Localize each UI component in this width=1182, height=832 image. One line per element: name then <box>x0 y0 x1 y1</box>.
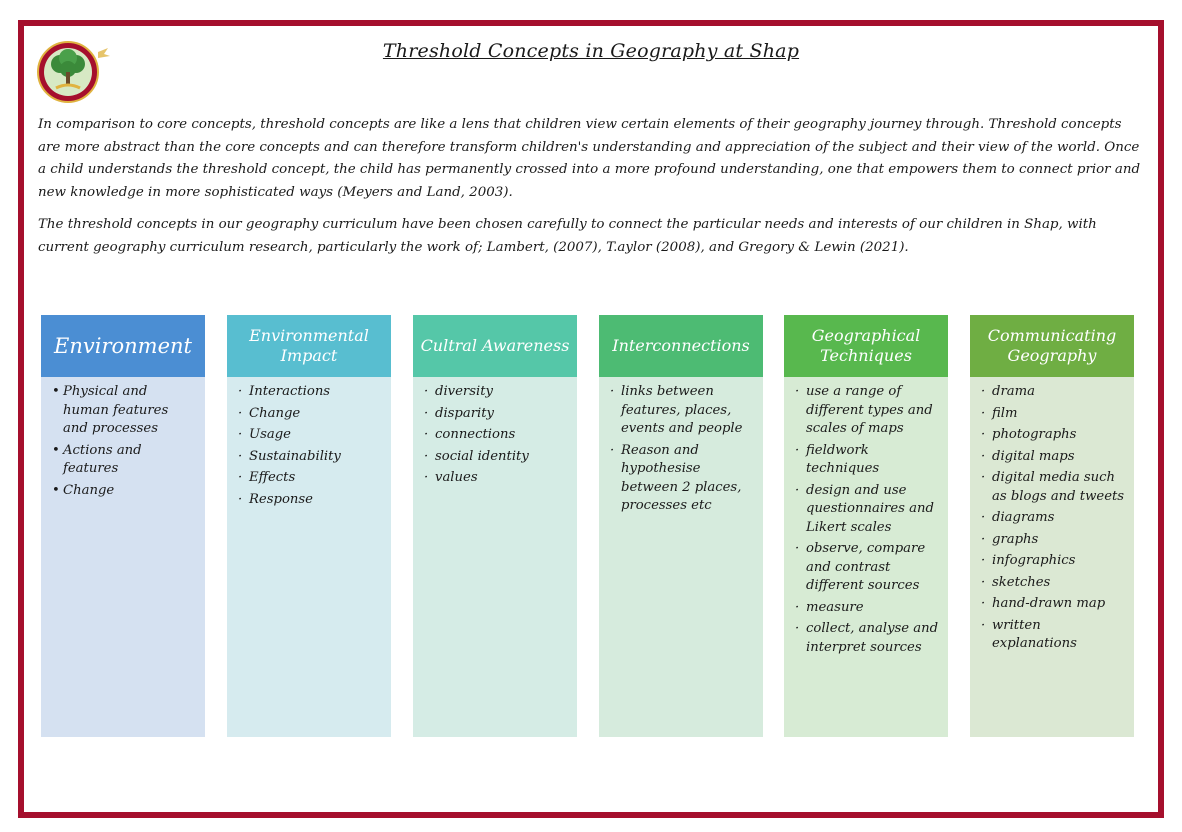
concept-column-cultral-awareness <box>413 315 577 737</box>
list-item: · sketches <box>980 574 1126 593</box>
list-item: · written explanations <box>980 617 1126 654</box>
list-item: • Physical and human features and processes <box>51 383 197 439</box>
column-heading: Interconnections <box>599 315 763 377</box>
list-item: • Actions and features <box>51 442 197 479</box>
page-title: Threshold Concepts in Geography at Shap <box>382 40 800 62</box>
list-item: · infographics <box>980 552 1126 571</box>
list-item: · Usage <box>237 426 383 445</box>
list-item: · Sustainability <box>237 448 383 467</box>
list-item: • Change <box>51 482 197 501</box>
concept-column-communicating-geography <box>970 315 1134 737</box>
list-item: · digital maps <box>980 448 1126 467</box>
list-item: · links between features, places, events and people <box>609 383 755 439</box>
list-item: · measure <box>794 599 940 618</box>
list-item: · film <box>980 405 1126 424</box>
list-item: · drama <box>980 383 1126 402</box>
list-item: · values <box>423 469 569 488</box>
intro-paragraph-1: In comparison to core concepts, threshold concepts are like a lens that children view certain elements of their geography journey through. Threshold concepts are more abstract than the core concepts and can therefore transform children's understanding and appreciation of the subject and their view of the world. Once a child understands the threshold concept, the child has permanently crossed into a more profound understanding, one that empowers them to connect prior and new knowledge in more sophisticated ways (Meyers and Land, 2003). <box>38 117 1141 200</box>
list-item: · disparity <box>423 405 569 424</box>
concept-column-environment <box>41 315 205 737</box>
list-item: · design and use questionnaires and Likert scales <box>794 482 940 538</box>
list-item: · Interactions <box>237 383 383 402</box>
column-heading: Cultral Awareness <box>413 315 577 377</box>
list-item: · hand-drawn map <box>980 595 1126 614</box>
list-item: · collect, analyse and interpret sources <box>794 620 940 657</box>
list-item: · photographs <box>980 426 1126 445</box>
list-item: · use a range of different types and scales of maps <box>794 383 940 439</box>
column-heading: Environment <box>41 315 205 377</box>
list-item: · Response <box>237 491 383 510</box>
list-item: · Effects <box>237 469 383 488</box>
concept-column-geographical-techniques <box>784 315 948 737</box>
column-heading: Geographical Techniques <box>784 315 948 377</box>
list-item: · Change <box>237 405 383 424</box>
list-item: · diagrams <box>980 509 1126 528</box>
list-item: · digital media such as blogs and tweets <box>980 469 1126 506</box>
list-item: · fieldwork techniques <box>794 442 940 479</box>
column-heading: Communicating Geography <box>970 315 1134 377</box>
list-item: · social identity <box>423 448 569 467</box>
list-item: · Reason and hypothesise between 2 places, processes etc <box>609 442 755 516</box>
intro-paragraph-2: The threshold concepts in our geography curriculum have been chosen carefully to connect the particular needs and interests of our children in Shap, with current geography curriculum research, particularly the work of; Lambert, (2007), T.aylor (2008), and Gregory & Lewin (2021). <box>38 217 1097 255</box>
list-item: · observe, compare and contrast different sources <box>794 540 940 596</box>
list-item: · graphs <box>980 531 1126 550</box>
column-heading: Environmental Impact <box>227 315 391 377</box>
concept-column-environmental-impact <box>227 315 391 737</box>
list-item: · connections <box>423 426 569 445</box>
concept-column-interconnections <box>599 315 763 737</box>
list-item: · diversity <box>423 383 569 402</box>
